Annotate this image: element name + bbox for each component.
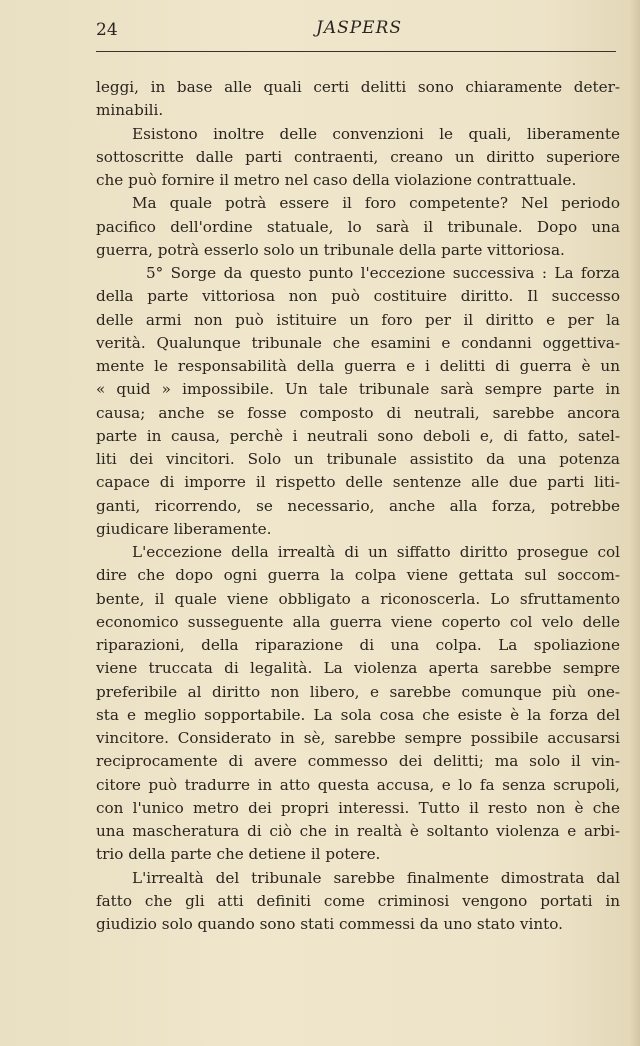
paragraph	[96, 867, 620, 937]
paragraph	[96, 262, 620, 541]
text-line: minabili.	[96, 101, 164, 120]
header-divider	[96, 51, 616, 52]
text-line: riparazioni, della riparazione di una colpa. La spoliazione	[96, 636, 620, 654]
paragraph	[96, 123, 620, 193]
text-line: sottoscritte dalle parti contraenti, creano un diritto superiore	[96, 147, 620, 166]
text-line: preferibile al diritto non libero, e sarebbe comunque più one-	[96, 682, 620, 701]
text-line: causa; anche se fosse composto di neutrali, sarebbe ancora	[96, 403, 620, 422]
text-line: viene truccata di legalità. La violenza aperta sarebbe sempre	[96, 659, 620, 678]
text-line: verità. Qualunque tribunale che esamini e condanni oggettiva-	[96, 333, 620, 352]
paragraph	[96, 541, 620, 867]
paragraph	[96, 192, 620, 262]
text-line: citore può tradurre in atto questa accusa, e lo fa senza scrupoli,	[96, 775, 620, 794]
text-line: della parte vittoriosa non può costituire diritto. Il successo	[96, 287, 620, 306]
text-line: Esistono inoltre delle convenzioni le quali, liberamente	[132, 124, 620, 143]
text-line: ganti, ricorrendo, se necessario, anche alla forza, potrebbe	[96, 496, 620, 515]
page-number: 24	[96, 20, 118, 40]
text-line: guerra, potrà esserlo solo un tribunale della parte vittoriosa.	[96, 240, 565, 259]
text-line: Ma quale potrà essere il foro competente? Nel periodo	[132, 194, 620, 213]
text-line: mente le responsabilità della guerra e i delitti di guerra è un	[96, 357, 620, 375]
text-line: L'eccezione della irrealtà di un siffatto diritto prosegue col	[132, 543, 620, 561]
text-line: giudicare liberamente.	[96, 519, 272, 538]
paragraph	[96, 76, 620, 123]
text-line: « quid » impossibile. Un tale tribunale sarà sempre parte in	[96, 380, 620, 399]
text-line: 5° Sorge da questo punto l'eccezione successiva : La forza	[146, 264, 620, 282]
text-line: trio della parte che detiene il potere.	[96, 845, 381, 864]
text-line: fatto che gli atti definiti come criminosi vengono portati in	[96, 891, 620, 910]
text-line: bente, il quale viene obbligato a riconoscerla. Lo sfruttamento	[96, 589, 620, 608]
text-line: con l'unico metro dei propri interessi. Tutto il resto non è che	[96, 798, 620, 817]
text-line: parte in causa, perchè i neutrali sono deboli e, di fatto, satel-	[96, 426, 620, 445]
text-line: liti dei vincitori. Solo un tribunale assistito da una potenza	[96, 450, 620, 468]
text-line: dire che dopo ogni guerra la colpa viene gettata sul soccom-	[96, 566, 620, 585]
text-line: che può fornire il metro nel caso della violazione contrattuale.	[96, 171, 577, 189]
running-title: JASPERS	[316, 18, 403, 38]
page-edge-shadow	[630, 0, 640, 1046]
text-line: leggi, in base alle quali certi delitti sono chiaramente deter-	[96, 78, 620, 96]
text-line: reciprocamente di avere commesso dei delitti; ma solo il vin-	[96, 752, 620, 771]
text-line: giudizio solo quando sono stati commessi da uno stato vinto.	[96, 915, 563, 933]
text-line: economico susseguente alla guerra viene coperto col velo delle	[96, 612, 620, 631]
page-header	[96, 16, 616, 50]
text-line: pacifico dell'ordine statuale, lo sarà il tribunale. Dopo una	[96, 217, 620, 236]
text-line: L'irrealtà del tribunale sarebbe finalmente dimostrata dal	[132, 868, 620, 887]
body-text	[96, 76, 620, 936]
text-line: una mascheratura di ciò che in realtà è soltanto violenza e arbi-	[96, 822, 620, 840]
text-line: delle armi non può istituire un foro per il diritto e per la	[96, 310, 620, 329]
text-line: capace di imporre il rispetto delle sentenze alle due parti liti-	[96, 473, 620, 492]
text-line: sta e meglio sopportabile. La sola cosa che esiste è la forza del	[96, 705, 620, 724]
text-line: vincitore. Considerato in sè, sarebbe sempre possibile accusarsi	[96, 729, 620, 747]
